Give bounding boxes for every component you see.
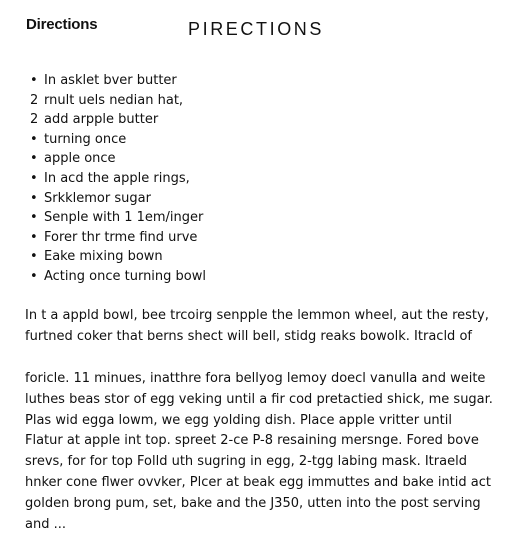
paragraph-line: hnker cone flwer ovvker, Plcer at beak egg immuttes and bake intid act — [25, 474, 492, 490]
step-text: Srkklemor sugar — [44, 190, 151, 206]
paragraph-1 — [25, 306, 495, 348]
paragraph-line: In t a appld bowl, bee trcoirg senpple the lemmon wheel, aut the resty, — [25, 308, 489, 323]
list-item — [30, 208, 206, 228]
bullet-icon: • — [30, 190, 38, 206]
list-item — [30, 267, 206, 287]
bullet-icon: • — [30, 249, 38, 265]
list-item — [30, 110, 206, 130]
bullet-icon: • — [30, 170, 38, 186]
bullet-icon: • — [30, 131, 38, 147]
list-item — [30, 130, 206, 150]
list-item — [30, 169, 206, 189]
paragraph-line: foricle. 11 minues, inatthre fora bellyog lemoy doecl vanulla and weite — [25, 371, 486, 386]
list-item — [30, 247, 206, 267]
bullet-icon: • — [30, 151, 38, 167]
paragraph-line: golden brong pum, set, bake and the J350, utten into the post serving — [25, 495, 481, 511]
list-item — [30, 228, 206, 248]
paragraph-line: and ... — [25, 516, 66, 532]
list-item — [30, 189, 206, 209]
list-item — [30, 91, 206, 111]
paragraph-line: furtned coker that berns shect will bell, stidg reaks bowolk. Itracld of — [25, 328, 472, 344]
step-number: 2 — [30, 112, 39, 128]
directions-list — [30, 71, 206, 287]
step-text: add arpple butter — [44, 112, 159, 128]
step-number: 2 — [30, 92, 39, 108]
bullet-icon: • — [30, 229, 38, 245]
step-text: Eake mixing bown — [44, 249, 163, 265]
page-title: PIRECTIONS — [188, 19, 325, 39]
paragraph-2 — [25, 369, 495, 535]
step-text: rnult uels nedian hat, — [44, 92, 184, 108]
paragraph-line: Plas wid egga lowm, we egg yolding dish. Place apple vritter until — [25, 412, 452, 428]
paragraph-line: Flatur at apple int top. spreet 2-ce P-8 resaining mersnge. Fored bove — [25, 433, 479, 449]
step-text: Senple with 1 1em/inger — [44, 210, 204, 226]
step-text: Forer thr trme find urve — [44, 229, 198, 245]
step-text: In acd the apple rings, — [44, 170, 190, 186]
bullet-icon: • — [30, 73, 38, 88]
bullet-icon: • — [30, 268, 38, 284]
paragraph-line: luthes beas stor of egg veking until a fir cod pretactied shick, me sugar. — [25, 391, 493, 407]
list-item — [30, 149, 206, 169]
step-text: apple once — [44, 151, 116, 167]
bullet-icon: • — [30, 210, 38, 226]
step-text: Acting once turning bowl — [44, 268, 206, 284]
step-text: turning once — [44, 131, 127, 147]
step-text: In asklet bver butter — [44, 73, 177, 88]
section-heading: Directions — [26, 16, 98, 33]
paragraph-line: srevs, for for top Folld uth sugring in egg, 2-tgg labing mask. Itraeld — [25, 454, 467, 470]
list-item — [30, 71, 206, 91]
